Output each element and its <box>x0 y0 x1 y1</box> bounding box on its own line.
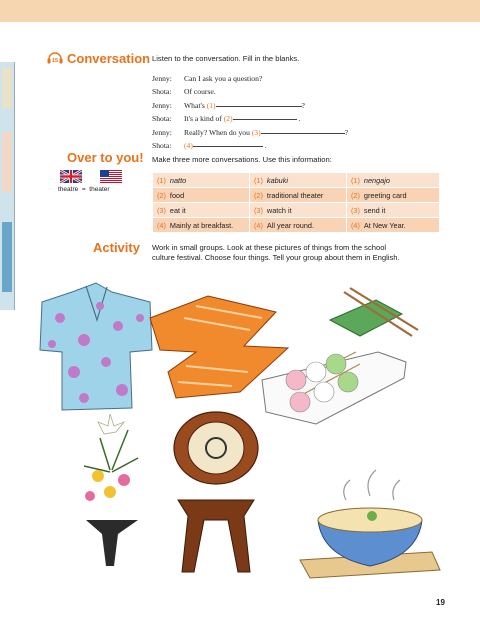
speaker: Shota: <box>152 141 172 151</box>
table-cell: (4) Mainly at breakfast. <box>153 218 250 233</box>
chopsticks-illustration <box>330 288 418 336</box>
table-cell: (3) send it <box>347 203 440 218</box>
ikebana-illustration <box>84 414 138 566</box>
line-punct: ? <box>344 127 349 137</box>
american-spelling: theater <box>89 186 110 193</box>
line-text: Can I ask you a question? <box>184 74 263 83</box>
table-cell: (1) natto <box>153 173 250 188</box>
line-punct: . <box>264 141 267 151</box>
activity-heading: Activity <box>93 240 140 255</box>
line-punct: ? <box>301 100 305 110</box>
line-text: Really? When do you <box>184 127 250 137</box>
blank-number: (4) <box>184 141 193 151</box>
over-to-you-heading: Over to you! <box>67 150 144 165</box>
equals-sign: = <box>81 186 86 193</box>
table-cell: (4) All year round. <box>250 218 347 233</box>
table-cell: (2) food <box>153 188 250 203</box>
table-cell: (4) At New Year. <box>347 218 440 233</box>
kimono-illustration <box>40 283 152 410</box>
table-cell: (3) eat it <box>153 203 250 218</box>
speaker: Jenny: <box>152 74 172 83</box>
track-number: 15 <box>51 58 59 64</box>
dango-plate-illustration <box>262 352 406 424</box>
speaker: Jenny: <box>152 100 172 110</box>
activity-instruction-line: Work in small groups. Look at these pictures of things from the school <box>152 243 387 252</box>
over-to-you-instruction: Make three more conversations. Use this information: <box>152 155 332 164</box>
conversation-instruction: Listen to the conversation. Fill in the blanks. <box>152 54 300 63</box>
table-cell: (2) greeting card <box>347 188 440 203</box>
blank-number: (3) <box>251 127 261 137</box>
page-number: 19 <box>436 598 445 607</box>
line-text: It's a kind of <box>184 114 222 124</box>
british-spelling: theatre <box>58 186 79 193</box>
blank-number: (2) <box>223 114 233 124</box>
table-cell: (3) watch it <box>250 203 347 218</box>
table-cell: (1) kabuki <box>250 173 347 188</box>
table-cell: (2) traditional theater <box>250 188 347 203</box>
conversation-heading: Conversation <box>67 51 151 66</box>
activity-instruction-line: culture festival. Choose four things. Tell your group about them in English. <box>152 253 400 262</box>
table-cell: (1) nengajo <box>347 173 440 188</box>
noodle-bowl-illustration <box>300 470 440 578</box>
line-punct: . <box>298 114 301 124</box>
speaker: Shota: <box>152 87 172 97</box>
line-text: What's <box>184 100 205 110</box>
taiko-drum-illustration <box>174 412 258 572</box>
blank-number: (1) <box>206 100 216 110</box>
line-text: Of course. <box>184 87 216 97</box>
speaker: Shota: <box>152 114 172 124</box>
speaker: Jenny: <box>152 127 172 137</box>
